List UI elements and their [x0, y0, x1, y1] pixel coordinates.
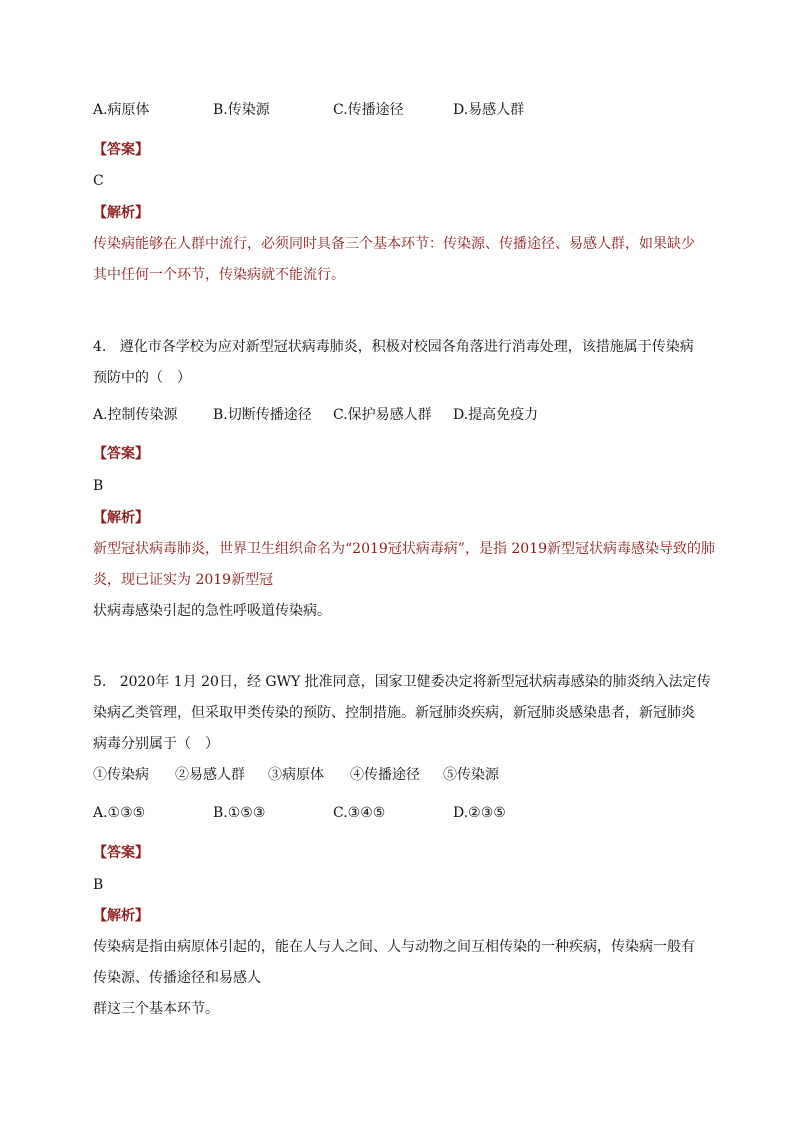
q3-answer-label: 【答案】 [93, 142, 149, 158]
q5-options [93, 803, 713, 823]
q5-item-2: ②易感人群 [175, 767, 245, 783]
q5-items [93, 765, 713, 785]
q5-option-d: D.②③⑤ [453, 805, 506, 821]
q5-item-4: ④传播途径 [350, 767, 420, 783]
q3-option-b: B.传染源 [213, 102, 270, 118]
q4-analysis-line-3: 状病毒感染引起的急性呼吸道传染病。 [93, 603, 331, 619]
q4-analysis-label: 【解析】 [93, 510, 149, 526]
q5-analysis-line-3: 群这三个基本环节。 [93, 1001, 219, 1017]
q3-options [93, 100, 713, 120]
q5-analysis-line-2: 传染源、传播途径和易感人 [93, 970, 261, 986]
q5-analysis-label: 【解析】 [93, 908, 149, 924]
q4-answer-label: 【答案】 [93, 446, 149, 462]
q5-item-3: ③病原体 [268, 767, 324, 783]
q5-answer: B [93, 877, 104, 893]
q4-analysis-line-2: 炎，现已证实为 2019新型冠 [93, 572, 274, 588]
q4-answer: B [93, 478, 104, 494]
q5-item-5: ⑤传染源 [443, 767, 499, 783]
q5-option-c: C.③④⑤ [333, 805, 386, 821]
q3-answer: C [93, 173, 104, 189]
q4-option-d: D.提高免疫力 [453, 407, 539, 423]
q5-answer-label: 【答案】 [93, 845, 149, 861]
q5-stem-line-3: 病毒分别属于（ ） [93, 736, 219, 752]
q3-analysis-line-1: 传染病能够在人群中流行，必须同时具备三个基本环节：传染源、传播途径、易感人群，如果缺少 [93, 236, 695, 252]
q5-analysis-line-1: 传染病是指由病原体引起的，能在人与人之间、人与动物之间互相传染的一种疾病，传染病一般有 [93, 939, 695, 955]
q3-analysis-label: 【解析】 [93, 205, 149, 221]
q3-analysis-line-2: 其中任何一个环节，传染病就不能流行。 [93, 267, 345, 283]
q5-item-1: ①传染病 [93, 767, 149, 783]
q5-option-b: B.①⑤③ [213, 805, 266, 821]
q3-option-c: C.传播途径 [333, 102, 404, 118]
q3-option-a: A.病原体 [93, 102, 150, 118]
q4-option-b: B.切断传播途径 [213, 407, 312, 423]
q3-option-d: D.易感人群 [453, 102, 525, 118]
q4-option-c: C.保护易感人群 [333, 407, 432, 423]
q4-analysis-line-1: 新型冠状病毒肺炎，世界卫生组织命名为“2019冠状病毒病”，是指 2019新型冠状病毒感染导致的肺 [93, 541, 716, 557]
q5-option-a: A.①③⑤ [93, 805, 146, 821]
q4-stem-line-2: 预防中的（ ） [93, 370, 191, 386]
q5-stem-line-1: 5. 2020年 1月 20日，经 GWY 批准同意，国家卫健委决定将新型冠状病毒感染的肺炎纳入法定传 [93, 674, 711, 690]
q4-options [93, 405, 713, 425]
q4-option-a: A.控制传染源 [93, 407, 178, 423]
q5-stem-line-2: 染病乙类管理，但采取甲类传染的预防、控制措施。新冠肺炎疾病，新冠肺炎感染患者，新冠肺炎 [93, 705, 695, 721]
q4-stem-line-1: 4. 遵化市各学校为应对新型冠状病毒肺炎，积极对校园各角落进行消毒处理，该措施属于传染病 [93, 339, 694, 355]
